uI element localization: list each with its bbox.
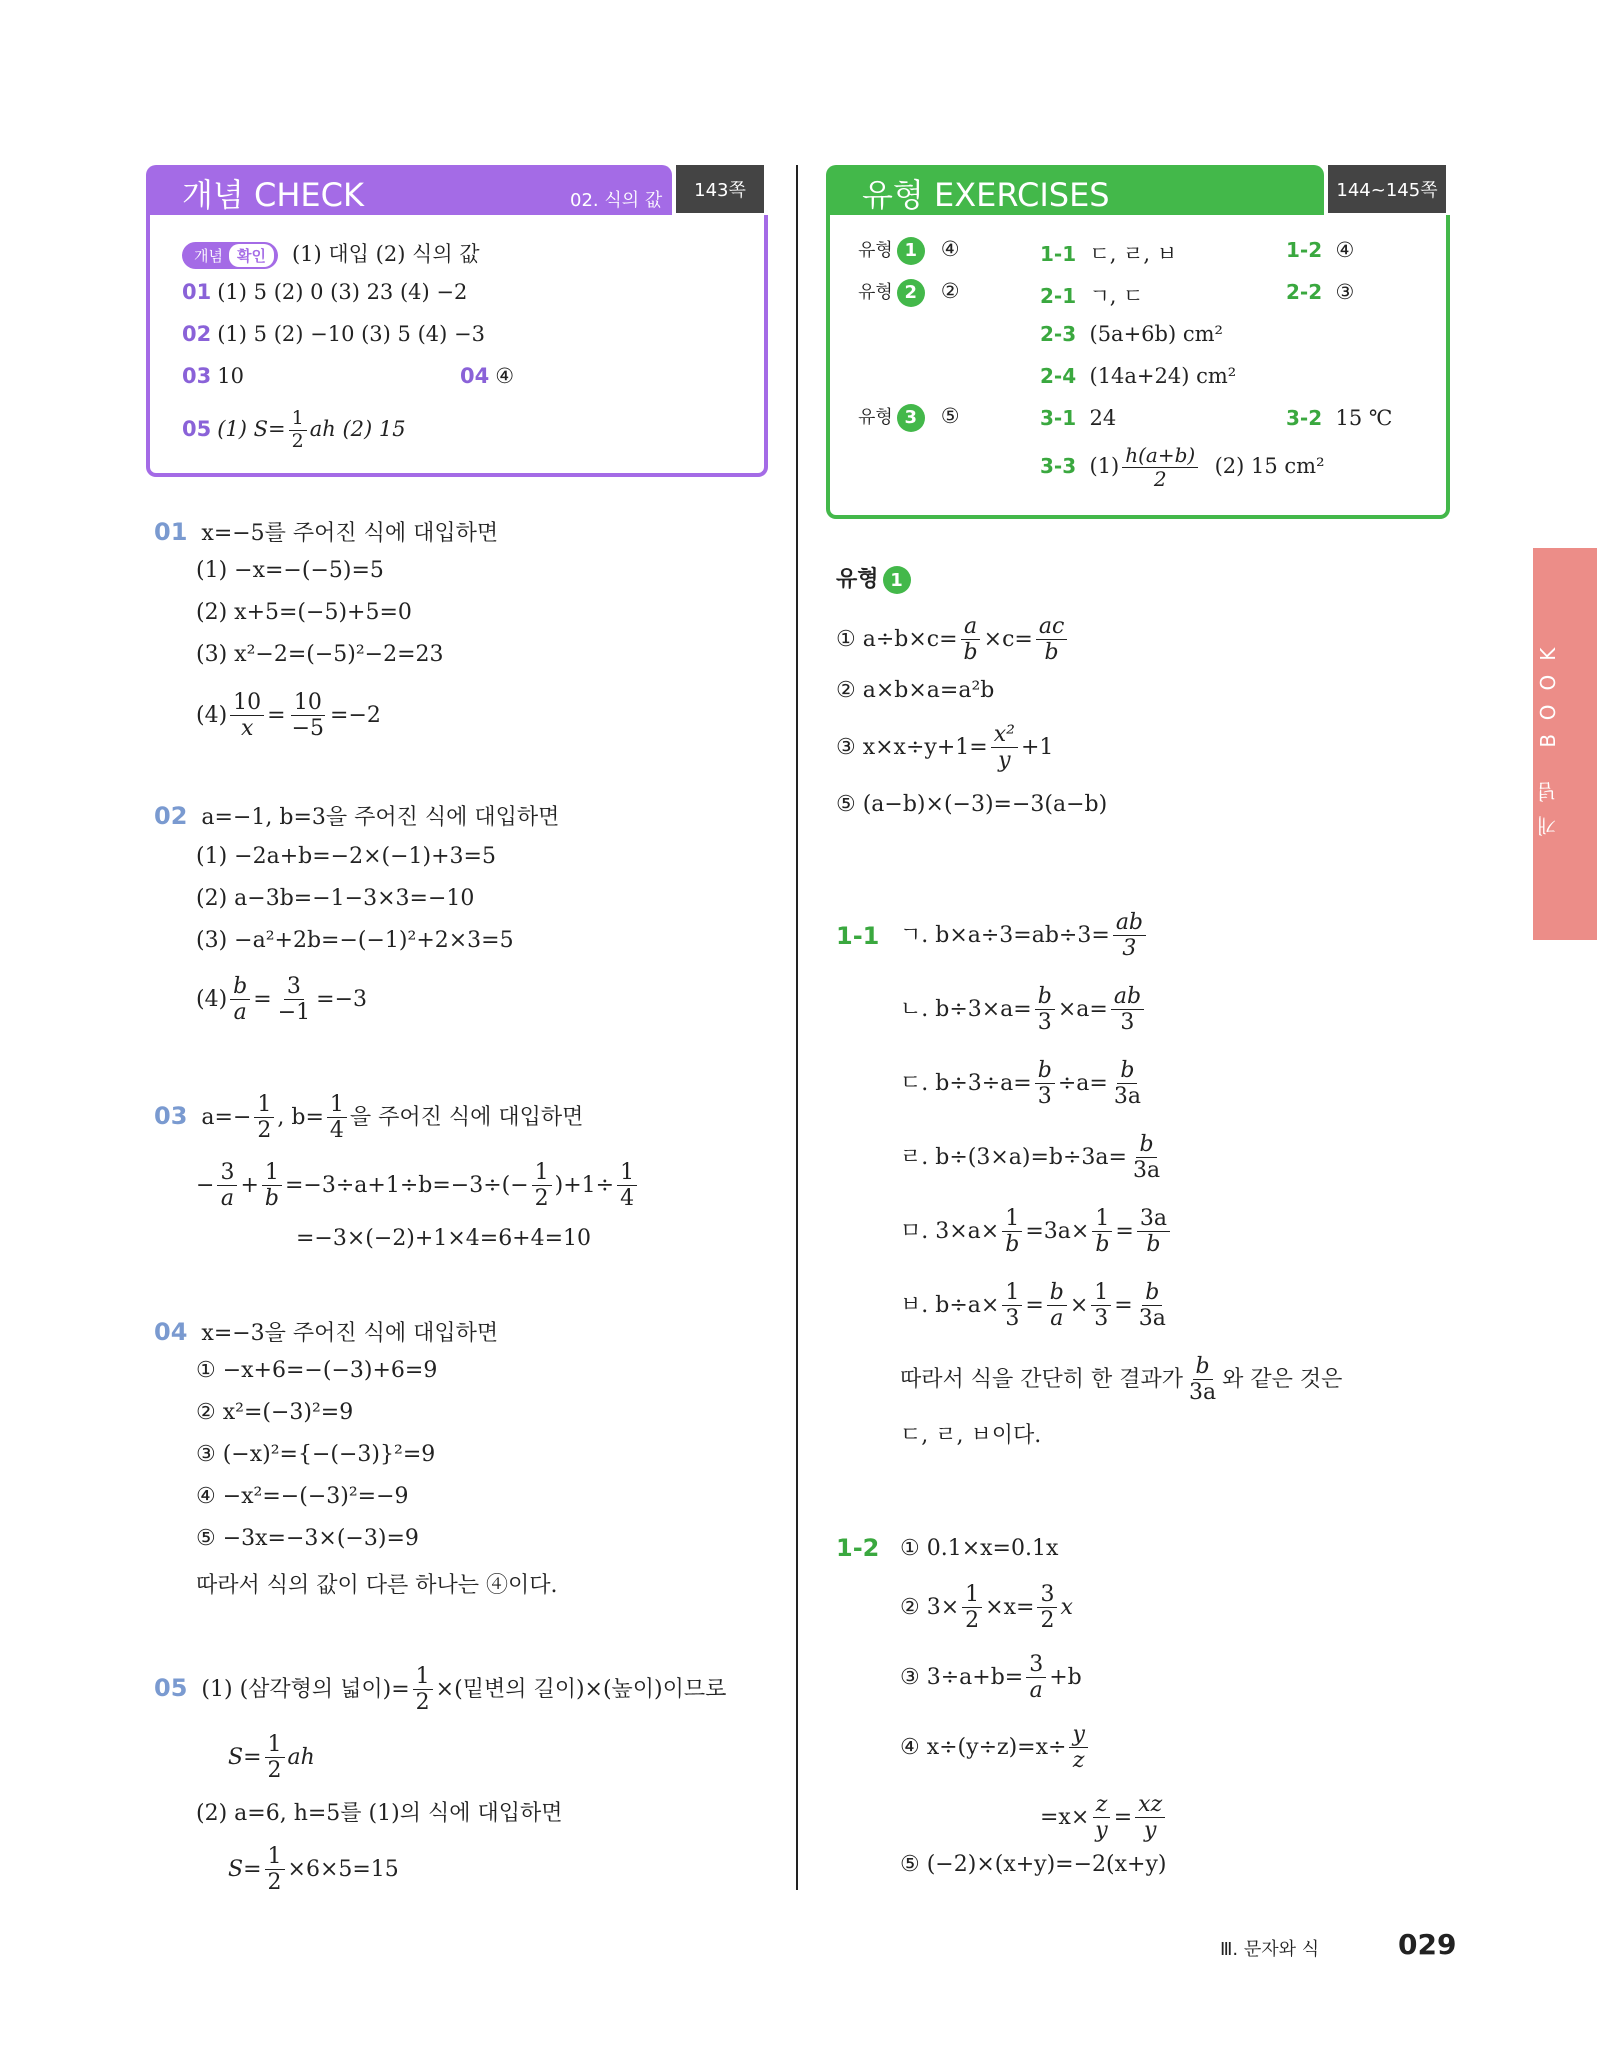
cc-answer-03: 03 10 [182,364,244,388]
cc-answer-05: 05 (1) S= $\frac{1}{2}$ ah (2) 15 [182,407,406,452]
type1-line2: ② a×b×a=a²b [836,678,995,703]
q01-line3: (3) x²−2=(−5)²−2=23 [196,642,444,667]
type-exercises-page-ref: 144~145쪽 [1328,165,1446,213]
result-3-3: 3-3 (1) $\frac{h(a+b)}{2}$ (2) 15 cm² [1040,443,1325,491]
p12-line1: ① 0.1×x=0.1x [900,1536,1059,1561]
type3-answer: 유형 3 ⑤ [858,403,960,432]
side-tab-label: 개념 BOOK [1536,633,1560,837]
q04-line2: ② x²=(−3)²=9 [196,1400,354,1425]
q04-conclusion: 따라서 식의 값이 다른 하나는 ④이다. [196,1573,558,1598]
p11-r: ㄹ. b÷(3×a)=b÷3a= $\frac{b}{3a}$ [900,1132,1161,1184]
type1-heading: 유형 1 [836,562,911,594]
result-2-3: 2-3 (5a+6b) cm² [1040,322,1223,346]
p11-m: ㅁ. 3×a× $\frac{1}{b}$ =3a× $\frac{1}{b}$ = $\frac{3a}{b}$ [900,1206,1173,1258]
q03-line1: − $\frac{3}{a}$ + $\frac{1}{b}$ =−3÷a+1÷b=−3÷(− $\frac{1}{2}$ )+1÷ $\frac{1}{4}$ [196,1160,640,1212]
type1-line3: ③ x×x÷y+1= $\frac{\text{x²}}{y}$ +1 [836,722,1054,774]
q02-line2: (2) a−3b=−1−3×3=−10 [196,886,475,911]
q05-line4: S= $\frac{1}{2}$ ×6×5=15 [228,1844,399,1896]
p12-line6: ⑤ (−2)×(x+y)=−2(x+y) [900,1852,1167,1877]
q04-line1: ① −x+6=−(−3)+6=9 [196,1358,438,1383]
concept-check-page-ref: 143쪽 [676,165,764,213]
p12-line3: ③ 3÷a+b= $\frac{3}{a}$ +b [900,1652,1082,1704]
q05-line3: (2) a=6, h=5를 (1)의 식에 대입하면 [196,1801,563,1826]
p11-b: ㅂ. b÷a× $\frac{1}{3}$ = $\frac{b}{a}$ × $\frac{1}{3}$ = $\frac{b}{3a}$ [900,1280,1166,1332]
result-2-1: 2-1 ㄱ, ㄷ [1040,284,1144,308]
result-1-2: 1-2 ④ [1286,238,1355,262]
result-3-2: 3-2 15 ℃ [1286,406,1393,430]
p11-num: 1-1 [836,922,880,950]
p12-line2: ② 3× $\frac{1}{2}$ ×x= $\frac{3}{2}$ x [900,1582,1073,1634]
type1-answer: 유형 1 ④ [858,236,960,265]
concept-confirm-row: 개념 확인 (1) 대입 (2) 식의 값 [182,238,480,269]
p12-num: 1-2 [836,1534,880,1562]
footer-page-number: 029 [1398,1928,1457,1961]
q03-intro: 03 a=− $\frac{1}{2}$ , b= $\frac{1}{4}$ 을 주어진 식에 대입하면 [154,1092,584,1144]
q04-line3: ③ (−x)²={−(−3)}²=9 [196,1442,436,1467]
p12-line5: =x× $\frac{z}{y}$ = $\frac{xz}{y}$ [1040,1792,1168,1844]
q02-line4: (4) $\frac{b}{a}$ = $\frac{3}{-1}$ =−3 [196,974,368,1026]
q01-line4: (4) $\frac{10}{x}$ = $\frac{10}{-5}$ =−2 [196,690,381,742]
q02-line1: (1) −2a+b=−2×(−1)+3=5 [196,844,496,869]
concept-check-subtitle: 02. 식의 값 [570,190,663,211]
concept-confirm-badge: 개념 확인 [182,242,278,269]
result-1-1: 1-1 ㄷ, ㄹ, ㅂ [1040,242,1178,266]
q01-line2: (2) x+5=(−5)+5=0 [196,600,412,625]
footer-section: Ⅲ. 문자와 식 [1220,1939,1320,1960]
q02-line3: (3) −a²+2b=−(−1)²+2×3=5 [196,928,514,953]
type1-line1: ① a÷b×c= $\frac{a}{b}$ ×c= $\frac{ac}{b}$ [836,614,1070,666]
q03-line2: =−3×(−2)+1×4=6+4=10 [296,1226,592,1251]
p11-conclusion-2: ㄷ, ㄹ, ㅂ이다. [900,1423,1042,1448]
type1-line5: ⑤ (a−b)×(−3)=−3(a−b) [836,792,1108,817]
q05-line2: S= $\frac{1}{2}$ ah [228,1732,315,1784]
p11-g: ㄱ. b×a÷3=ab÷3= $\frac{ab}{3}$ [900,910,1149,962]
result-2-4: 2-4 (14a+24) cm² [1040,364,1237,388]
p12-line4: ④ x÷(y÷z)=x÷ $\frac{y}{z}$ [900,1722,1091,1774]
cc-answer-04: 04 ④ [460,364,515,388]
p11-conclusion: 따라서 식을 간단히 한 결과가 $\frac{b}{3a}$ 와 같은 것은 [900,1354,1343,1406]
q01-line1: (1) −x=−(−5)=5 [196,558,384,583]
q01-intro: 01 x=−5를 주어진 식에 대입하면 [154,518,499,546]
cc-answer-02: 02 (1) 5 (2) −10 (3) 5 (4) −3 [182,322,485,346]
q04-line4: ④ −x²=−(−3)²=−9 [196,1484,409,1509]
type-exercises-title: 유형 EXERCISES [862,176,1110,214]
column-divider [796,165,798,1890]
result-3-1: 3-1 24 [1040,406,1117,430]
q04-line5: ⑤ −3x=−3×(−3)=9 [196,1526,419,1551]
concept-check-title: 개념 CHECK [182,176,364,214]
q02-intro: 02 a=−1, b=3을 주어진 식에 대입하면 [154,802,560,830]
p11-n: ㄴ. b÷3×a= $\frac{b}{3}$ ×a= $\frac{ab}{3}$ [900,984,1147,1036]
q05-line1: 05 (1) (삼각형의 넓이)= $\frac{1}{2}$ ×(밑변의 길이)×(높이)이므로 [154,1664,727,1716]
result-2-2: 2-2 ③ [1286,280,1355,304]
p11-d: ㄷ. b÷3÷a= $\frac{b}{3}$ ÷a= $\frac{b}{3a}$ [900,1058,1141,1110]
q04-intro: 04 x=−3을 주어진 식에 대입하면 [154,1318,499,1346]
type2-answer: 유형 2 ② [858,278,960,307]
cc-answer-01: 01 (1) 5 (2) 0 (3) 23 (4) −2 [182,280,468,304]
